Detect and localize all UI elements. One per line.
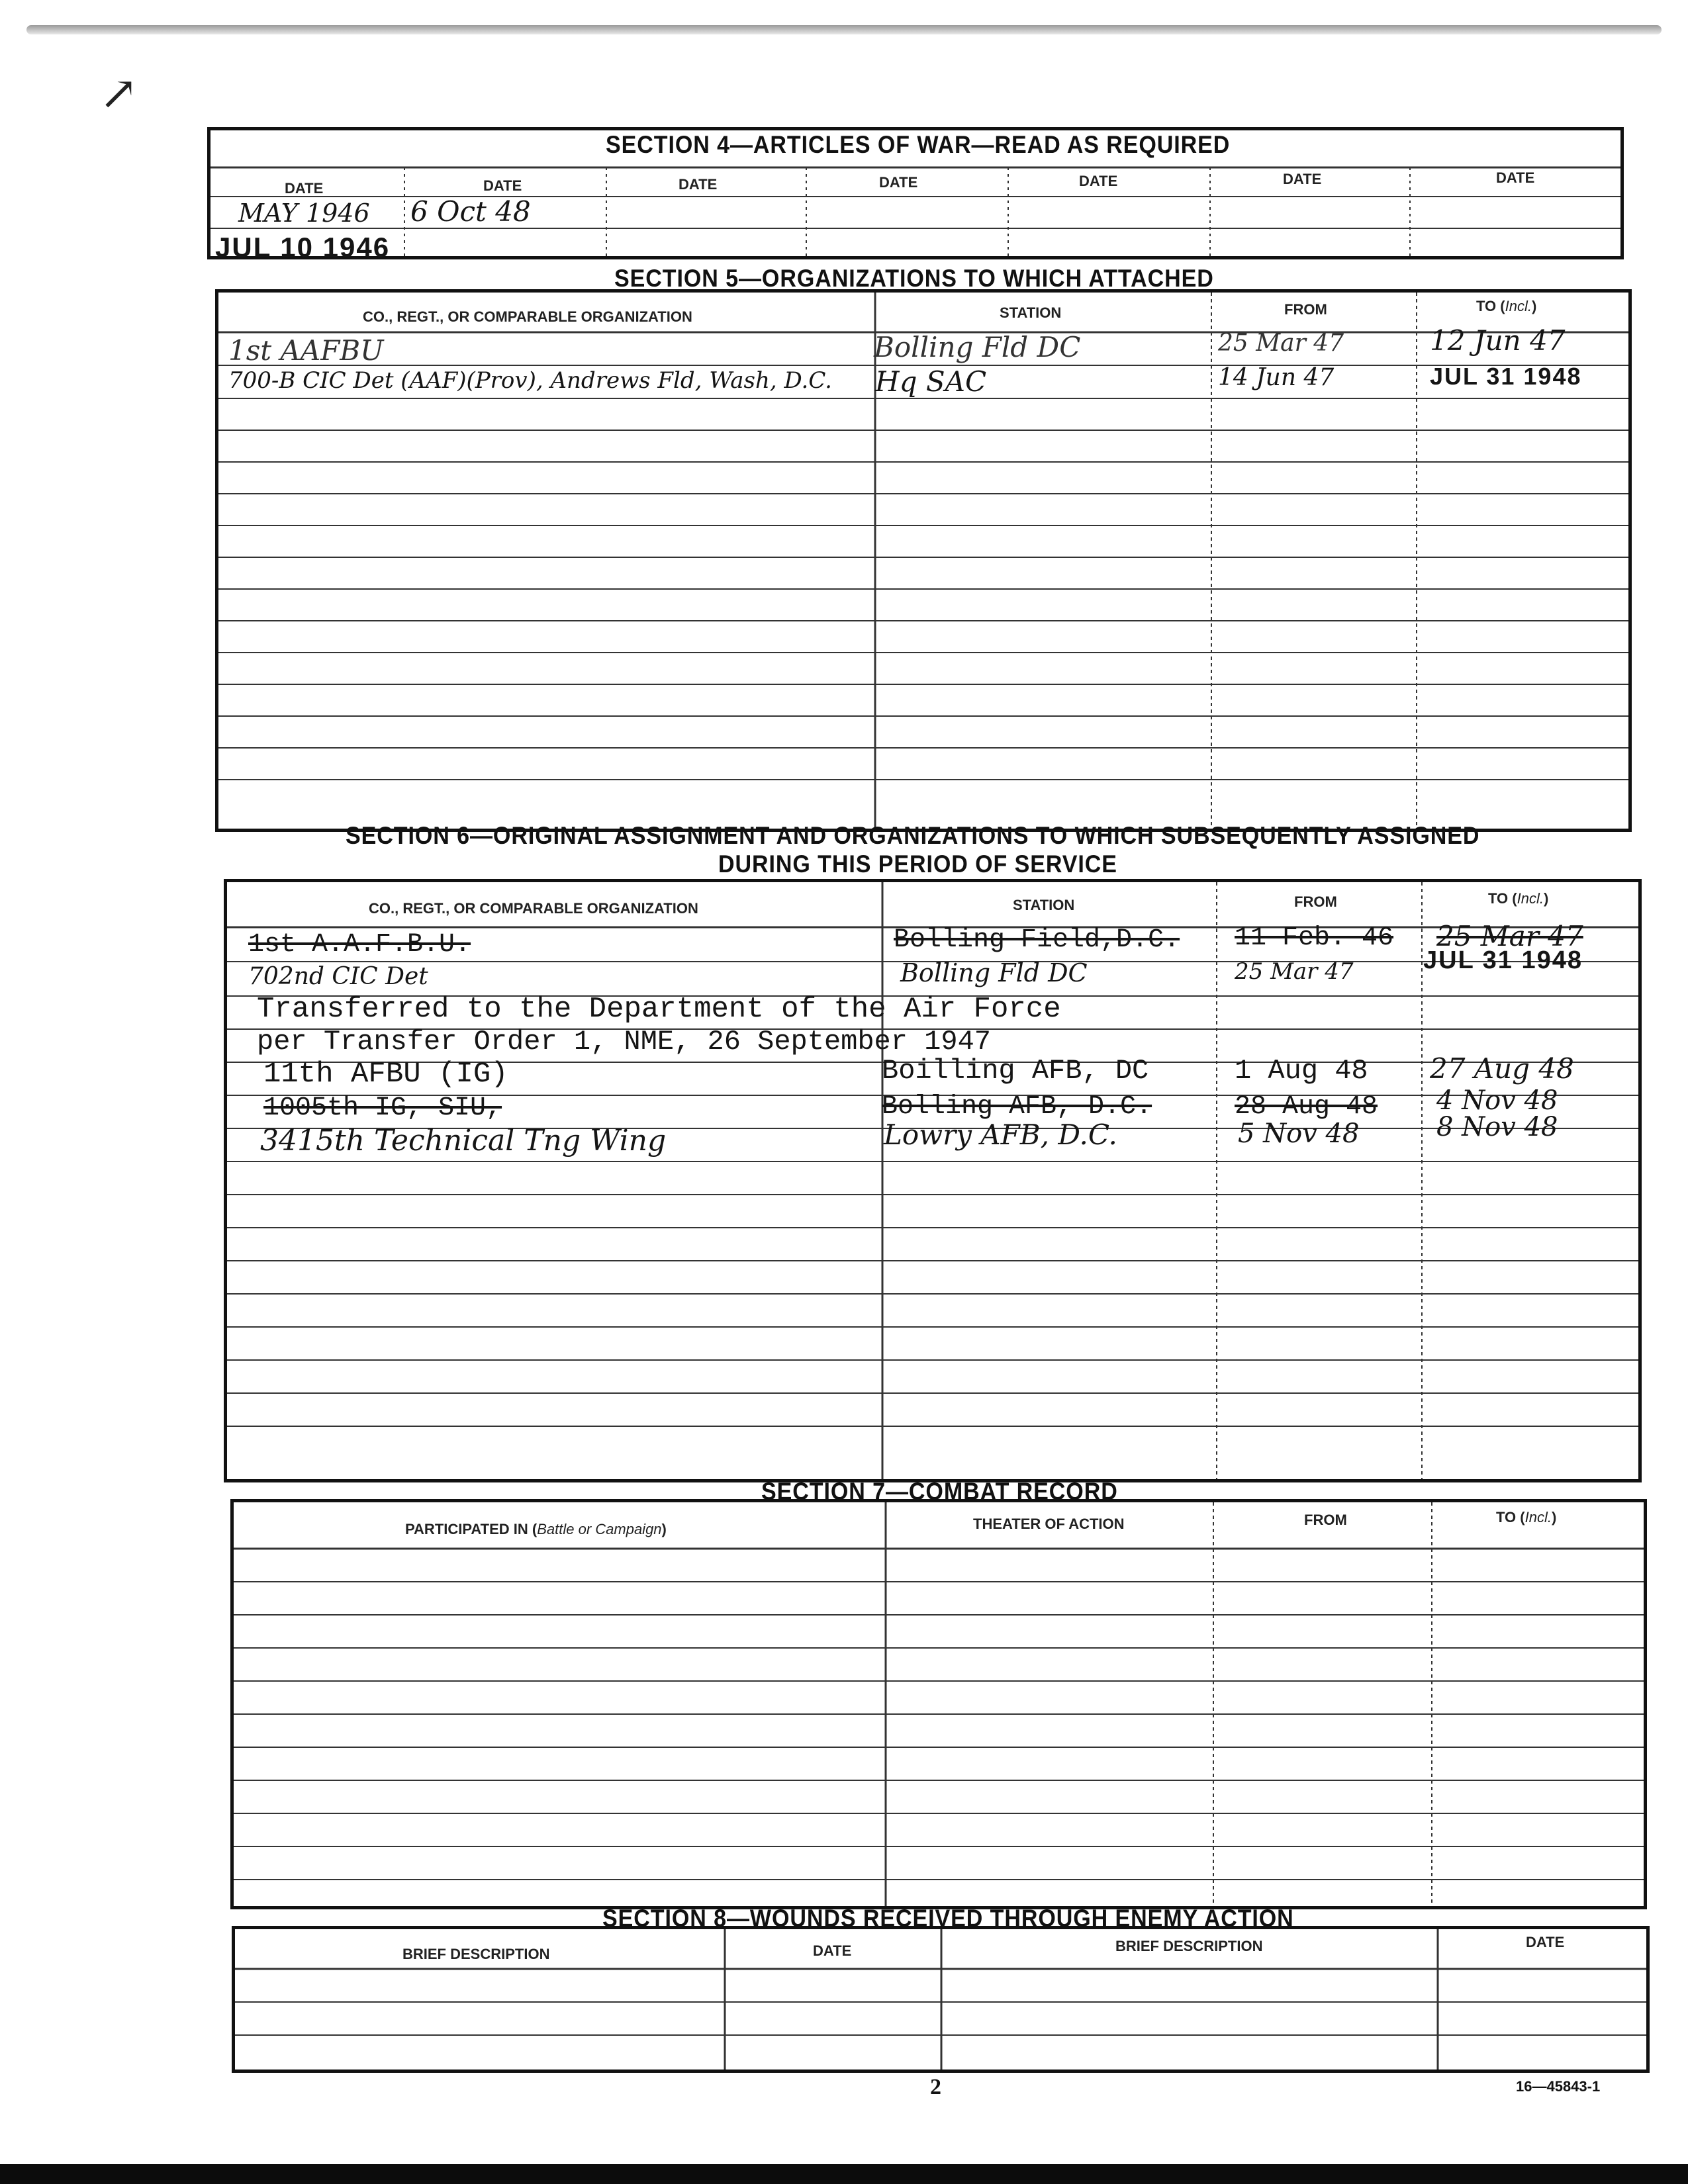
s4-header-date-3: DATE: [679, 176, 718, 193]
s6-row1-station: Bolling Field,D.C.: [894, 925, 1180, 955]
s6-row4-from: 28 Aug 48: [1235, 1092, 1378, 1122]
s8-header-date-2: DATE: [1526, 1934, 1565, 1950]
s6-row3-org: 11th AFBU (IG): [263, 1058, 508, 1091]
s6-header-org: CO., REGT., OR COMPARABLE ORGANIZATION: [369, 900, 698, 917]
s6-row3-to: 27 Aug 48: [1430, 1052, 1574, 1085]
s6-row4-to: 4 Nov 48: [1436, 1085, 1558, 1116]
s6-row3-station: Boilling AFB, DC: [882, 1055, 1149, 1087]
section-4-title: SECTION 4—ARTICLES OF WAR—READ AS REQUIRED: [606, 131, 1231, 158]
s7-header-to: TO (Incl.): [1496, 1509, 1557, 1525]
section-8-title: SECTION 8—WOUNDS RECEIVED THROUGH ENEMY ACTION: [602, 1905, 1294, 1932]
s6-transfer-line-2: per Transfer Order 1, NME, 26 September 1947: [257, 1026, 991, 1058]
s8-header-description-2: BRIEF DESCRIPTION: [1115, 1938, 1263, 1954]
s5-header-from: FROM: [1284, 301, 1327, 318]
s6-header-station: STATION: [1013, 897, 1075, 913]
section-6-title-line2: DURING THIS PERIOD OF SERVICE: [718, 850, 1117, 878]
pen-mark: ↗: [99, 66, 138, 120]
form-number: 16—45843-1: [1516, 2078, 1601, 2095]
s6-row5-to: 8 Nov 48: [1436, 1112, 1558, 1142]
s5-header-to: TO (Incl.): [1476, 298, 1537, 314]
section-7-title: SECTION 7—COMBAT RECORD: [761, 1478, 1118, 1505]
s5-row2-from: 14 Jun 47: [1218, 364, 1335, 391]
s6-row4-org: 1005th IG, SIU,: [263, 1093, 502, 1123]
s4-header-date-4: DATE: [879, 174, 918, 191]
s7-header-from: FROM: [1304, 1512, 1347, 1528]
s6-row2-org: 702nd CIC Det: [248, 963, 428, 990]
s4-header-date-1: DATE: [285, 180, 324, 197]
s6-row1-from: 11 Feb. 46: [1235, 923, 1394, 953]
s7-header-participated: PARTICIPATED IN (Battle or Campaign): [405, 1521, 667, 1537]
s6-header-to: TO (Incl.): [1488, 890, 1549, 907]
section-4-table: [207, 127, 1624, 259]
s6-row1-org: 1st A.A.F.B.U.: [248, 930, 471, 960]
s8-header-date-1: DATE: [813, 1942, 852, 1959]
s6-row5-station: Lowry AFB, D.C.: [884, 1118, 1117, 1151]
s4-entry-1: MAY 1946: [238, 199, 370, 228]
s6-row2-from: 25 Mar 47: [1235, 958, 1354, 985]
s4-entry-2: 6 Oct 48: [410, 195, 531, 228]
s5-row2-org: 700-B CIC Det (AAF)(Prov), Andrews Fld, Wash, D.C.: [228, 367, 832, 394]
s6-row2-station: Bolling Fld DC: [900, 958, 1088, 987]
s5-row1-from: 25 Mar 47: [1218, 330, 1344, 357]
s7-header-theater: THEATER OF ACTION: [973, 1516, 1125, 1532]
page-number: 2: [930, 2075, 941, 2099]
s4-date-stamp: JUL 10 1946: [215, 232, 391, 263]
s5-row1-to: 12 Jun 47: [1430, 324, 1566, 357]
section-5-title: SECTION 5—ORGANIZATIONS TO WHICH ATTACHED: [614, 265, 1214, 292]
s5-row2-station: Hq SAC: [875, 365, 987, 398]
scan-edge-bottom: [0, 2164, 1688, 2184]
s5-row1-org: 1st AAFBU: [228, 334, 384, 367]
s5-header-station: STATION: [1000, 304, 1062, 321]
s4-header-date-7: DATE: [1496, 169, 1535, 186]
s6-transfer-line-1: Transferred to the Department of the Air Force: [257, 993, 1061, 1026]
s6-row4-station: Bolling AFB, D.C.: [882, 1092, 1152, 1122]
scan-edge-top: [26, 25, 1662, 34]
section-6-title-line1: SECTION 6—ORIGINAL ASSIGNMENT AND ORGANIZATIONS TO WHICH SUBSEQUENTLY ASSIGNED: [346, 822, 1480, 849]
s5-row1-station: Bolling Fld DC: [874, 331, 1081, 363]
s6-row1-to: 25 Mar 47: [1436, 920, 1583, 952]
s8-header-description-1: BRIEF DESCRIPTION: [402, 1946, 550, 1962]
s5-header-org: CO., REGT., OR COMPARABLE ORGANIZATION: [363, 308, 692, 325]
s6-row3-from: 1 Aug 48: [1235, 1055, 1368, 1087]
s4-header-date-2: DATE: [483, 177, 522, 194]
section-4-grid: [211, 130, 1620, 256]
section-7-grid: [234, 1502, 1644, 1906]
s6-header-from: FROM: [1294, 893, 1337, 910]
s6-row2-to-stamp: JUL 31 1948: [1423, 946, 1583, 974]
section-7-table: [230, 1499, 1647, 1909]
s6-row5-from: 5 Nov 48: [1238, 1118, 1360, 1149]
s5-row2-to-stamp: JUL 31 1948: [1430, 363, 1582, 390]
s4-header-date-5: DATE: [1079, 173, 1118, 189]
s6-row5-org: 3415th Technical Tng Wing: [260, 1124, 667, 1158]
s4-header-date-6: DATE: [1283, 171, 1322, 187]
